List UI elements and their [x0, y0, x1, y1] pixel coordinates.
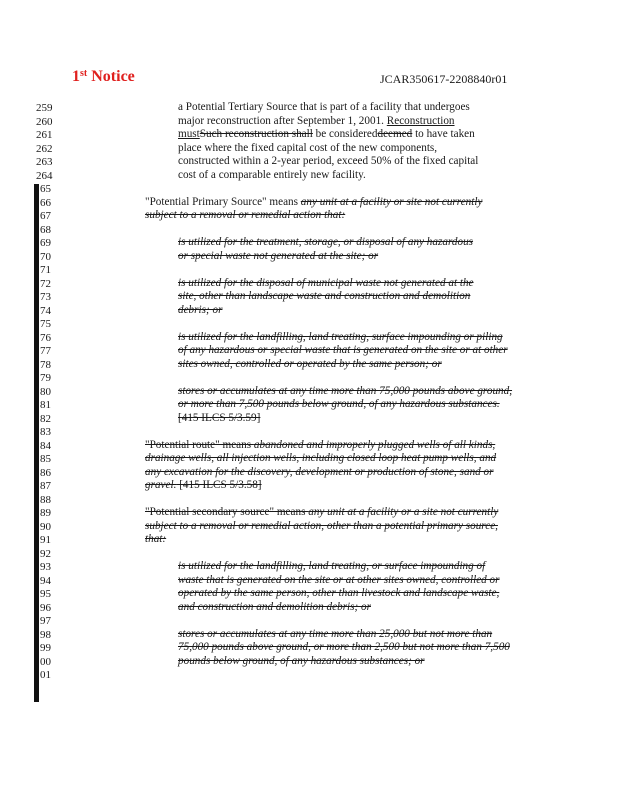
text-segment: "Potential secondary source" means [145, 506, 309, 518]
line-number: 93 [40, 561, 51, 573]
line-number: 74 [40, 304, 51, 317]
text-segment: major reconstruction after September 1, 2001. [178, 114, 387, 127]
line-number: 87 [40, 480, 51, 492]
text-line [178, 155, 478, 168]
line-number: 80 [40, 385, 51, 398]
text-segment: and construction and demolition debris; or [178, 600, 371, 613]
text-line [178, 560, 485, 573]
line-number: 85 [40, 453, 51, 465]
text-line [178, 115, 455, 128]
line-number: 65 [40, 183, 51, 195]
text-line [145, 452, 496, 465]
text-line [178, 344, 508, 357]
text-line [178, 331, 503, 344]
line-number: 81 [40, 399, 51, 411]
text-segment: operated by the same person, other than livestock and landscape waste, [178, 587, 500, 599]
text-line [178, 385, 512, 398]
change-bar [34, 184, 39, 702]
text-segment: "Potential route" means [145, 438, 254, 451]
line-number: 262 [36, 142, 53, 155]
text-segment: deemed [377, 128, 413, 140]
line-number: 01 [40, 669, 51, 681]
text-segment: any unit at a facility or a site not currently [308, 506, 499, 518]
text-segment: any unit at a facility or site not currently [300, 195, 483, 208]
text-line [145, 196, 482, 209]
text-line [178, 142, 437, 155]
text-line [178, 574, 500, 587]
text-segment: place where the fixed capital cost of the new components, [178, 141, 438, 154]
line-number: 78 [40, 358, 51, 371]
text-line [178, 641, 510, 654]
text-segment: any excavation for the discovery, development or production of stone, sand or [145, 465, 494, 478]
text-segment: Such reconstruction shall [199, 128, 313, 140]
text-segment: cost of a comparable entirely new facility. [178, 168, 366, 181]
line-number: 97 [40, 615, 51, 627]
line-number: 95 [40, 588, 51, 600]
line-number: 263 [36, 156, 53, 168]
text-segment: must [178, 128, 200, 140]
text-segment: [415 ILCS 5/3.58] [176, 479, 262, 491]
text-line [178, 601, 371, 614]
text-segment: [415 ILCS 5/3.59] [178, 411, 261, 424]
line-number: 88 [40, 493, 51, 506]
text-segment: or special waste not generated at the site; or [178, 249, 379, 262]
line-number: 82 [40, 412, 51, 425]
text-line [178, 277, 474, 290]
text-segment: be considered [312, 128, 378, 140]
line-number: 94 [40, 574, 51, 587]
text-segment: to have taken [412, 128, 475, 140]
line-number: 92 [40, 547, 51, 560]
line-number: 98 [40, 628, 51, 641]
line-number: 264 [36, 169, 53, 182]
line-number: 79 [40, 372, 51, 384]
text-line [178, 304, 222, 317]
line-number: 68 [40, 223, 51, 236]
notice-number: 1 [72, 68, 80, 85]
line-number: 90 [40, 520, 51, 533]
text-segment: sites owned, controlled or operated by the same person; or [178, 357, 442, 370]
text-line [178, 101, 470, 114]
line-number: 89 [40, 507, 51, 519]
text-segment: drainage wells, all injection wells, including closed loop heat pump wells, and [145, 452, 497, 464]
line-number: 73 [40, 291, 51, 303]
text-segment: site, other than landscape waste and construction and demolition [178, 290, 471, 302]
line-number: 260 [36, 115, 53, 128]
text-line [145, 520, 498, 533]
text-line [145, 506, 498, 519]
text-line [145, 209, 345, 222]
text-line [178, 250, 378, 263]
text-segment: gravel. [145, 479, 177, 491]
text-segment: abandoned and improperly plugged wells of all kinds, [253, 438, 496, 451]
line-number: 84 [40, 439, 51, 452]
text-line [145, 439, 495, 452]
text-line [178, 655, 425, 668]
text-segment: Reconstruction [386, 114, 455, 127]
text-line [178, 587, 499, 600]
line-number: 96 [40, 601, 51, 614]
text-segment: of any hazardous or special waste that is generated on the site or at other [178, 344, 508, 356]
text-line [178, 236, 473, 249]
text-segment: a Potential Tertiary Source that is part of a facility that undergoes [178, 101, 470, 113]
line-number: 99 [40, 642, 51, 654]
text-line [145, 466, 494, 479]
line-number: 00 [40, 655, 51, 668]
line-number: 261 [36, 129, 53, 141]
line-number: 66 [40, 196, 51, 209]
text-line [178, 358, 442, 371]
line-number: 259 [36, 102, 53, 114]
text-segment: stores or accumulates at any time more than 75,000 pounds above ground, [178, 384, 513, 397]
notice-ordinal: st [80, 68, 88, 79]
text-segment: 75,000 pounds above ground, or more than 2,500 but not more than 7,500 [178, 641, 510, 653]
text-segment: stores or accumulates at any time more than 25,000 but not more than [178, 627, 493, 640]
line-number: 75 [40, 318, 51, 330]
line-number: 76 [40, 331, 51, 344]
text-line [145, 533, 166, 546]
text-segment: is utilized for the disposal of municipal waste not generated at the [178, 276, 474, 289]
text-segment: subject to a removal or remedial action, other than a potential primary source, [145, 519, 498, 532]
notice-word: Notice [91, 68, 135, 85]
text-line [178, 128, 475, 141]
line-number: 86 [40, 466, 51, 479]
line-number: 69 [40, 237, 51, 249]
line-number: 77 [40, 345, 51, 357]
text-line [178, 412, 260, 425]
text-segment: subject to a removal or remedial action that: [145, 209, 346, 221]
line-number: 91 [40, 534, 51, 546]
text-segment: constructed within a 2-year period, exceed 50% of the fixed capital [178, 155, 479, 167]
text-segment: "Potential Primary Source" means [145, 195, 301, 208]
line-number: 71 [40, 264, 51, 276]
text-line [145, 479, 262, 492]
text-line [178, 628, 492, 641]
line-number: 72 [40, 277, 51, 290]
text-segment: or more than 7,500 pounds below ground, of any hazardous substances. [178, 398, 500, 410]
text-segment: that: [145, 533, 167, 545]
text-line [178, 398, 500, 411]
text-segment: is utilized for the landfilling, land treating, or surface impounding of [178, 560, 486, 572]
text-line [178, 290, 470, 303]
text-segment: debris; or [178, 303, 223, 316]
notice-heading [72, 68, 135, 86]
document-id: JCAR350617-2208840r01 [380, 72, 508, 86]
text-segment: is utilized for the landfilling, land treating, surface impounding or piling [178, 330, 503, 343]
text-segment: pounds below ground, of any hazardous substances; or [178, 654, 425, 667]
line-number: 70 [40, 250, 51, 263]
text-segment: is utilized for the treatment, storage, or disposal of any hazardous [178, 236, 474, 248]
line-number: 83 [40, 426, 51, 438]
text-segment: waste that is generated on the site or at other sites owned, controlled or [178, 573, 500, 586]
line-number: 67 [40, 210, 51, 222]
text-line [178, 169, 366, 182]
